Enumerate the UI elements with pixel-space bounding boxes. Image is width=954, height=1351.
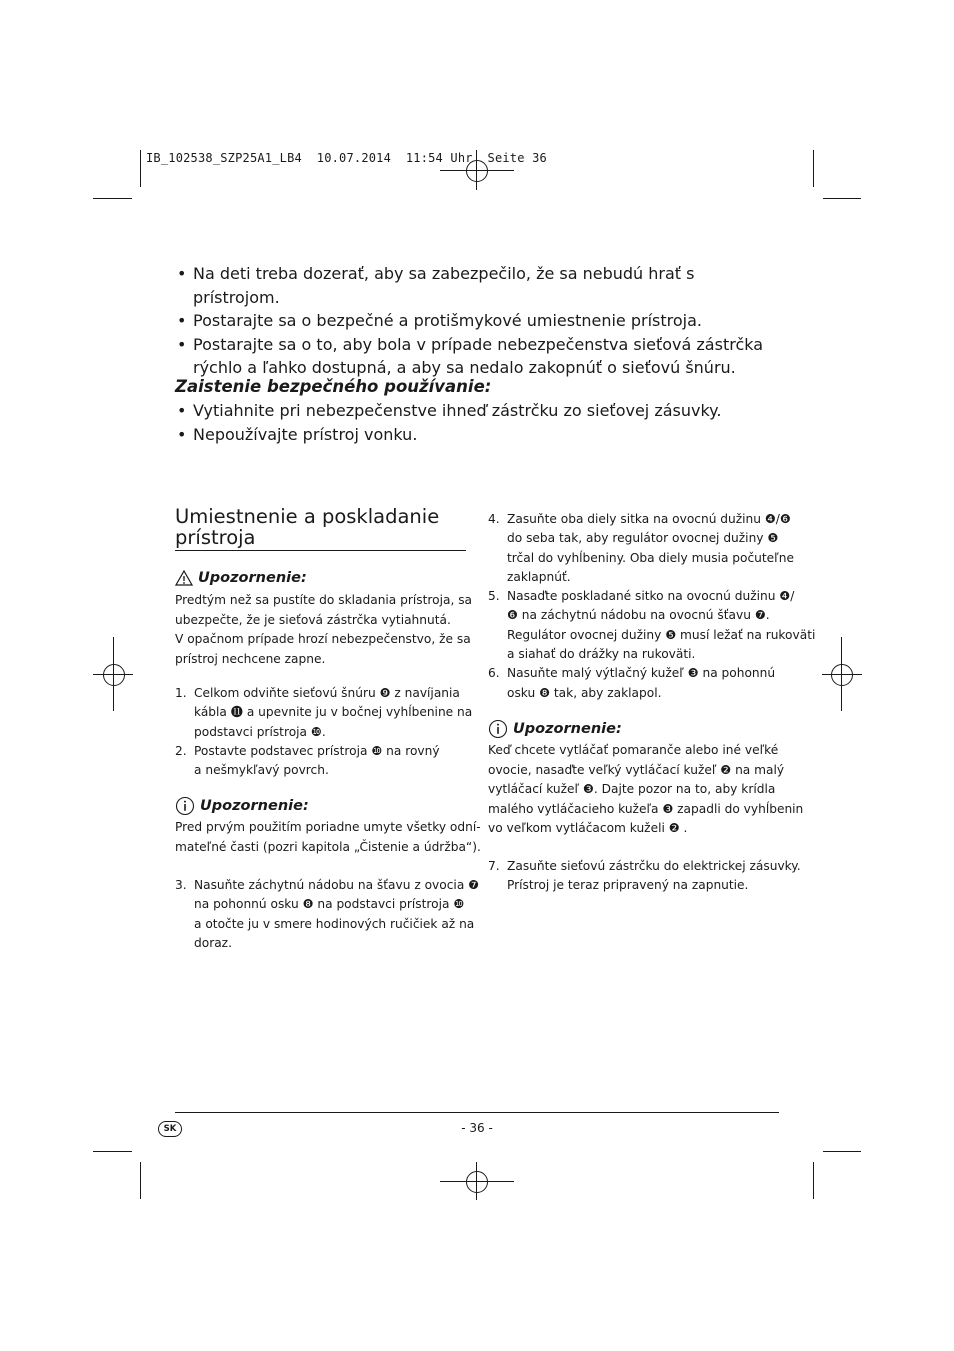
bullet-item: • Na deti treba dozerať, aby sa zabezpečilo, že sa nebudú hrať s prístrojom. <box>175 262 785 309</box>
safe-use-heading: Zaistenie bezpečného používanie: <box>175 377 492 396</box>
safe-use-bullet-list <box>175 399 785 446</box>
list-item <box>488 664 815 703</box>
text-line: a nešmykľavý povrch. <box>194 763 329 778</box>
text-line: Pred prvým použitím poriadne umyte všetky odní- <box>175 820 481 834</box>
note-heading <box>175 796 309 816</box>
text-line: vo veľkom vytláčacom kuželi ❷ . <box>488 821 688 835</box>
text-line: do seba tak, aby regulátor ovocnej dužiny ❺ <box>507 531 779 546</box>
language-badge: SK <box>158 1121 182 1137</box>
text-line: trčal do vyhĺbeniny. Oba diely musia počuteľne <box>507 550 794 565</box>
warning-heading <box>175 570 307 586</box>
text-line: Zasuňte oba diely sitka na ovocnú dužinu ❹/❻ <box>507 512 791 526</box>
text-line: a otočte ju v smere hodinových ručičiek až na <box>194 916 475 931</box>
text-line: zaklapnúť. <box>507 569 571 584</box>
note-heading <box>488 719 622 739</box>
step-number: 7. <box>488 859 500 873</box>
list-item <box>175 742 472 781</box>
step-number: 4. <box>488 512 500 526</box>
text-line: Postavte podstavec prístroja ❿ na rovný <box>194 743 440 758</box>
bullet-item: • Postarajte sa o to, aby bola v prípade nebezpečenstva sieťová zástrčka rýchlo a ľahko dostupná, a aby sa nedalo zakopnúť o sieťovú šnúru. <box>175 333 785 380</box>
text-line: kábla ⓫ a upevnite ju v bočnej vyhĺbenine na <box>194 705 473 720</box>
step-number: 5. <box>488 589 500 604</box>
safety-bullet-list <box>175 262 785 380</box>
text-line: Nasuňte záchytnú nádobu na šťavu z ovocia ❼ <box>194 878 480 892</box>
text-line: Celkom odviňte sieťovú šnúru ❾ z navíjania <box>194 686 460 700</box>
step-number: 3. <box>175 878 187 892</box>
text-line: V opačnom prípade hrozí nebezpečenstvo, že sa <box>175 632 471 646</box>
note-heading-text: Upozornenie: <box>513 721 622 737</box>
page-number: - 36 - <box>461 1121 493 1135</box>
bullet-item: • Vytiahnite pri nebezpečenstve ihneď zástrčku zo sieťovej zásuvky. <box>175 399 785 423</box>
text-line: ovocie, nasaďte veľký vytláčací kužeľ ❷ na malý <box>488 762 785 777</box>
text-line: Zasuňte sieťovú zástrčku do elektrickej zásuvky. <box>507 859 801 873</box>
note-heading-text: Upozornenie: <box>200 798 309 814</box>
steps-list-4 <box>488 857 801 896</box>
steps-list-2 <box>175 876 479 953</box>
list-item <box>175 684 472 742</box>
list-item <box>488 857 801 896</box>
text-line: ❻ na záchytnú nádobu na ovocnú šťavu ❼. <box>507 608 770 623</box>
step-number: 2. <box>175 743 187 758</box>
step-number: 1. <box>175 686 187 700</box>
footer-rule <box>175 1112 779 1113</box>
bullet-item: • Postarajte sa o bezpečné a protišmykové umiestnenie prístroja. <box>175 309 785 333</box>
note-text <box>175 818 481 857</box>
text-line: na pohonnú osku ❽ na podstavci prístroja ❿ <box>194 897 465 912</box>
steps-list-3 <box>488 510 815 703</box>
text-line: ubezpečte, že je sieťová zástrčka vytiahnutá. <box>175 612 451 627</box>
list-item <box>488 510 815 587</box>
text-line: Regulátor ovocnej dužiny ❺ musí ležať na rukoväti <box>507 627 816 642</box>
print-slug: IB_102538_SZP25A1_LB4 10.07.2014 11:54 Uhr Seite 36 <box>146 151 547 165</box>
warning-triangle-icon <box>175 570 193 586</box>
bullet-item: • Nepoužívajte prístroj vonku. <box>175 423 785 447</box>
text-line: Nasuňte malý výtlačný kužeľ ❸ na pohonnú <box>507 666 776 681</box>
note-text <box>488 741 803 839</box>
text-line: Predtým než sa pustíte do skladania prístroja, sa <box>175 593 473 607</box>
text-line: podstavci prístroja ❿. <box>194 724 326 739</box>
text-line: Nasaďte poskladané sitko na ovocnú dužinu ❹/ <box>507 589 795 604</box>
warning-heading-text: Upozornenie: <box>198 570 307 586</box>
info-icon <box>175 796 195 816</box>
section-title: Umiestnenie a poskladanie prístroja <box>175 505 440 549</box>
text-line: Keď chcete vytláčať pomaranče alebo iné veľké <box>488 743 779 757</box>
list-item <box>175 876 479 953</box>
info-icon <box>488 719 508 739</box>
text-line: prístroj nechcene zapne. <box>175 651 326 666</box>
text-line: Prístroj je teraz pripravený na zapnutie. <box>507 878 749 893</box>
warning-text <box>175 591 472 669</box>
text-line: doraz. <box>194 935 232 950</box>
text-line: a siahať do drážky na rukoväti. <box>507 647 696 662</box>
list-item <box>488 587 815 664</box>
text-line: osku ❽ tak, aby zaklapol. <box>507 685 662 700</box>
text-line: mateľné časti (pozri kapitola „Čistenie a údržba“). <box>175 839 481 854</box>
step-number: 6. <box>488 666 500 681</box>
text-line: malého vytláčacieho kužeľa ❸ zapadli do vyhĺbenin <box>488 801 804 816</box>
steps-list-1 <box>175 684 472 780</box>
text-line: vytláčací kužeľ ❸. Dajte pozor na to, aby krídla <box>488 782 776 796</box>
section-title-rule <box>175 550 466 551</box>
